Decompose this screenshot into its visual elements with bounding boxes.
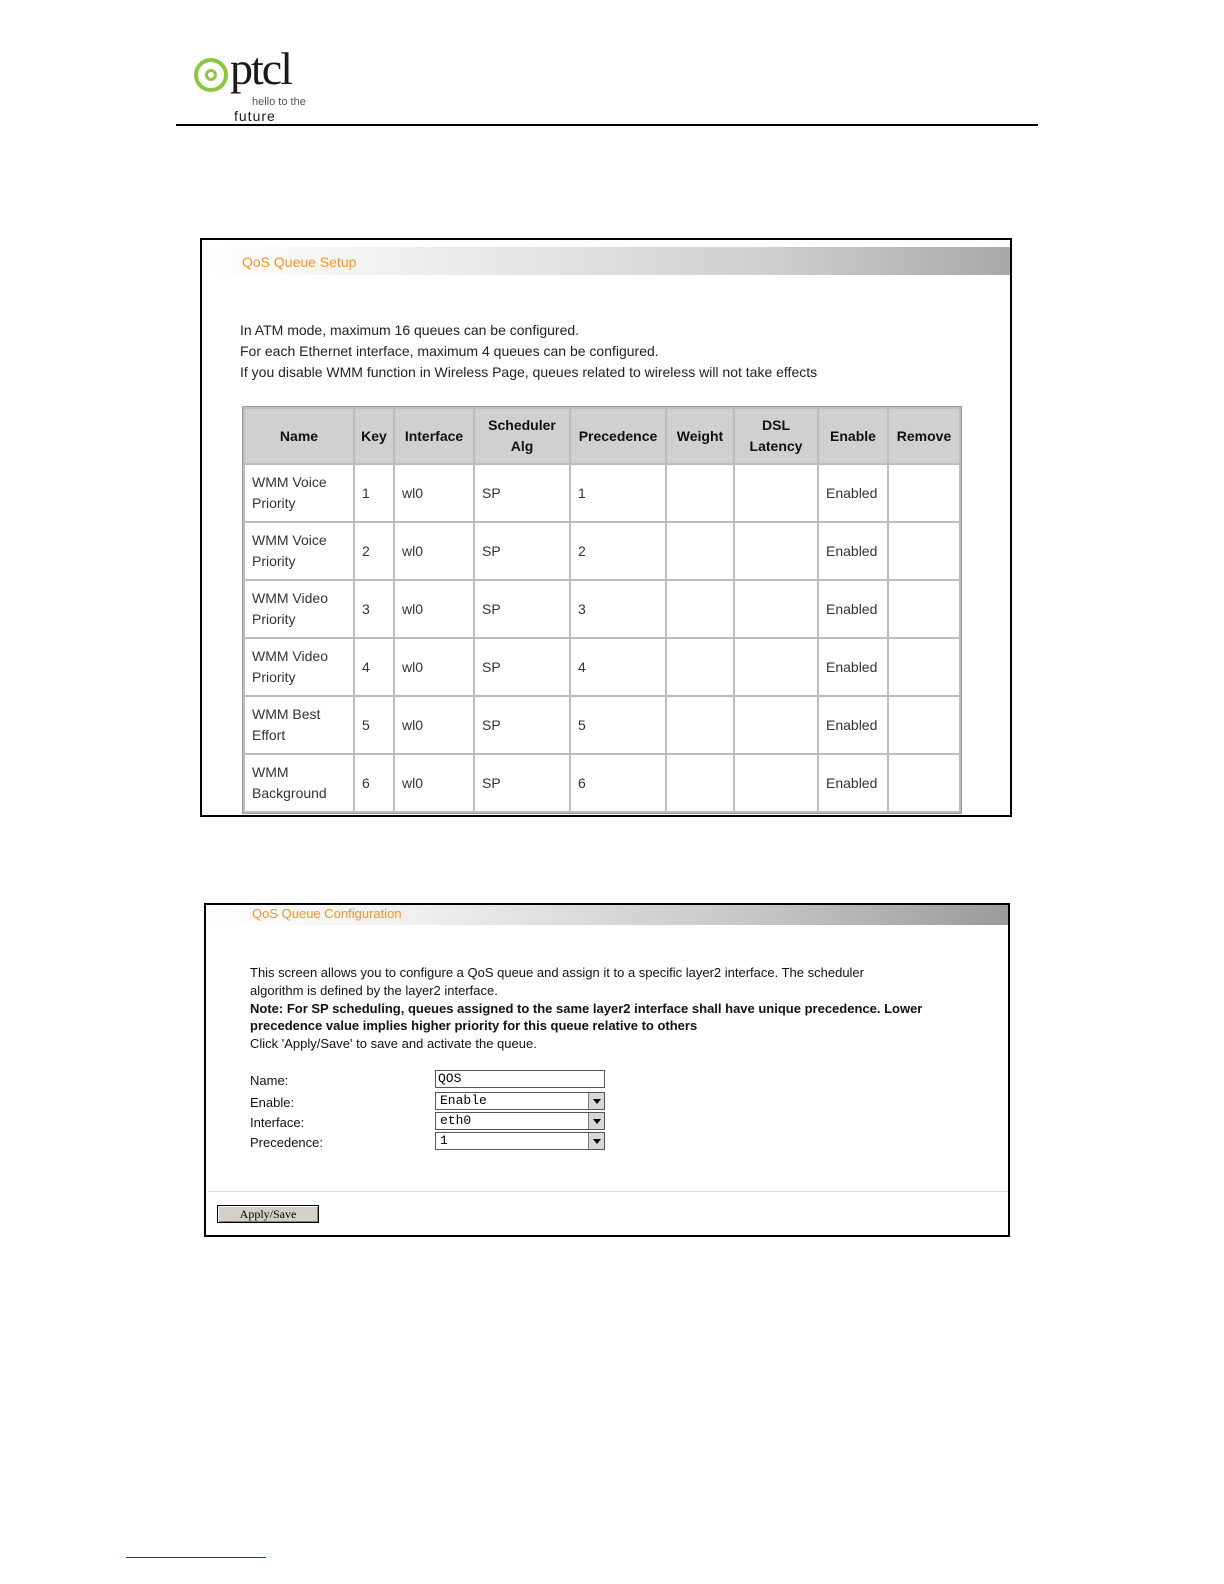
enable-select[interactable] (435, 1092, 605, 1110)
cell-interface: wl0 (395, 755, 473, 811)
table-row (245, 639, 959, 695)
precedence-label: Precedence: (250, 1135, 323, 1150)
cell-key: 4 (355, 639, 393, 695)
cell-precedence: 6 (571, 755, 665, 811)
cell-precedence: 3 (571, 581, 665, 637)
queue-table-header (245, 409, 959, 463)
cell-remove (889, 639, 959, 695)
cell-enable: Enabled (819, 581, 887, 637)
cell-weight (667, 581, 733, 637)
col-remove: Remove (889, 409, 959, 463)
cell-enable: Enabled (819, 639, 887, 695)
cell-remove (889, 697, 959, 753)
interface-select-value: eth0 (440, 1113, 472, 1128)
cell-name: WMM Video Priority (245, 581, 353, 637)
cell-interface: wl0 (395, 639, 473, 695)
cell-name: WMM Voice Priority (245, 465, 353, 521)
cell-interface: wl0 (395, 581, 473, 637)
cell-scheduler: SP (475, 523, 569, 579)
cell-enable: Enabled (819, 523, 887, 579)
config-divider (208, 1191, 1008, 1192)
config-note-line1: Note: For SP scheduling, queues assigned to the same layer2 interface shall have unique precedence. Lower (250, 1001, 923, 1016)
cell-name: WMM Best Effort (245, 697, 353, 753)
logo-tagline: hello to the (252, 96, 306, 108)
interface-select[interactable] (435, 1112, 605, 1130)
setup-title: QoS Queue Setup (242, 254, 357, 270)
logo-wordmark: ptcl (230, 43, 291, 94)
cell-enable: Enabled (819, 465, 887, 521)
setup-info-atm: In ATM mode, maximum 16 queues can be configured. (240, 322, 580, 338)
chevron-down-icon[interactable] (588, 1113, 604, 1129)
apply-save-button[interactable]: Apply/Save (217, 1205, 319, 1223)
cell-name: WMM Video Priority (245, 639, 353, 695)
cell-enable: Enabled (819, 755, 887, 811)
cell-scheduler: SP (475, 465, 569, 521)
col-scheduler-alg: Scheduler Alg (475, 409, 569, 463)
config-desc-line2: algorithm is defined by the layer2 interface. (250, 983, 498, 998)
cell-dsl-latency (735, 755, 817, 811)
table-row (245, 581, 959, 637)
chevron-down-icon[interactable] (588, 1093, 604, 1109)
cell-interface: wl0 (395, 523, 473, 579)
ptcl-logo (194, 43, 324, 126)
col-key: Key (355, 409, 393, 463)
cell-name: WMM Background (245, 755, 353, 811)
setup-info-ethernet: For each Ethernet interface, maximum 4 queues can be configured. (240, 343, 659, 359)
cell-scheduler: SP (475, 639, 569, 695)
cell-remove (889, 523, 959, 579)
setup-title-bar (208, 247, 1011, 275)
config-title-bar (208, 905, 1010, 925)
config-title: QoS Queue Configuration (252, 906, 402, 921)
cell-interface: wl0 (395, 697, 473, 753)
enable-select-value: Enable (440, 1093, 487, 1108)
cell-name: WMM Voice Priority (245, 523, 353, 579)
cell-key: 6 (355, 755, 393, 811)
logo-ring-icon (194, 58, 228, 92)
cell-key: 5 (355, 697, 393, 753)
cell-precedence: 5 (571, 697, 665, 753)
chevron-down-icon[interactable] (588, 1133, 604, 1149)
precedence-select-value: 1 (440, 1133, 448, 1148)
qos-queue-config-panel (204, 903, 1010, 1237)
cell-scheduler: SP (475, 697, 569, 753)
col-dsl-latency: DSL Latency (735, 409, 817, 463)
config-click-hint: Click 'Apply/Save' to save and activate the queue. (250, 1036, 537, 1051)
config-note-line2: precedence value implies higher priority for this queue relative to others (250, 1018, 698, 1033)
col-enable: Enable (819, 409, 887, 463)
table-row (245, 755, 959, 811)
cell-key: 3 (355, 581, 393, 637)
interface-label: Interface: (250, 1115, 305, 1130)
cell-weight (667, 465, 733, 521)
cell-key: 1 (355, 465, 393, 521)
col-precedence: Precedence (571, 409, 665, 463)
table-row (245, 523, 959, 579)
cell-weight (667, 755, 733, 811)
cell-dsl-latency (735, 697, 817, 753)
cell-remove (889, 755, 959, 811)
queue-table (242, 406, 962, 814)
setup-info-wmm: If you disable WMM function in Wireless Page, queues related to wireless will not take effects (240, 364, 818, 380)
cell-enable: Enabled (819, 697, 887, 753)
table-row (245, 697, 959, 753)
cell-scheduler: SP (475, 581, 569, 637)
name-input[interactable]: QOS (435, 1070, 605, 1088)
name-label: Name: (250, 1073, 289, 1088)
cell-dsl-latency (735, 523, 817, 579)
cell-key: 2 (355, 523, 393, 579)
cell-weight (667, 523, 733, 579)
cell-weight (667, 639, 733, 695)
cell-precedence: 4 (571, 639, 665, 695)
header-divider (176, 124, 1038, 126)
cell-interface: wl0 (395, 465, 473, 521)
cell-scheduler: SP (475, 755, 569, 811)
footer-link-underline (126, 1557, 266, 1558)
col-name: Name (245, 409, 353, 463)
cell-remove (889, 465, 959, 521)
qos-queue-setup-panel (200, 238, 1012, 817)
cell-precedence: 1 (571, 465, 665, 521)
cell-remove (889, 581, 959, 637)
col-interface: Interface (395, 409, 473, 463)
config-desc-line1: This screen allows you to configure a QoS queue and assign it to a specific layer2 interface. The scheduler (250, 965, 864, 980)
cell-weight (667, 697, 733, 753)
logo-future: future (234, 108, 276, 124)
col-weight: Weight (667, 409, 733, 463)
table-row (245, 465, 959, 521)
cell-dsl-latency (735, 465, 817, 521)
cell-dsl-latency (735, 581, 817, 637)
precedence-select[interactable] (435, 1132, 605, 1150)
cell-precedence: 2 (571, 523, 665, 579)
enable-label: Enable: (250, 1095, 295, 1110)
cell-dsl-latency (735, 639, 817, 695)
